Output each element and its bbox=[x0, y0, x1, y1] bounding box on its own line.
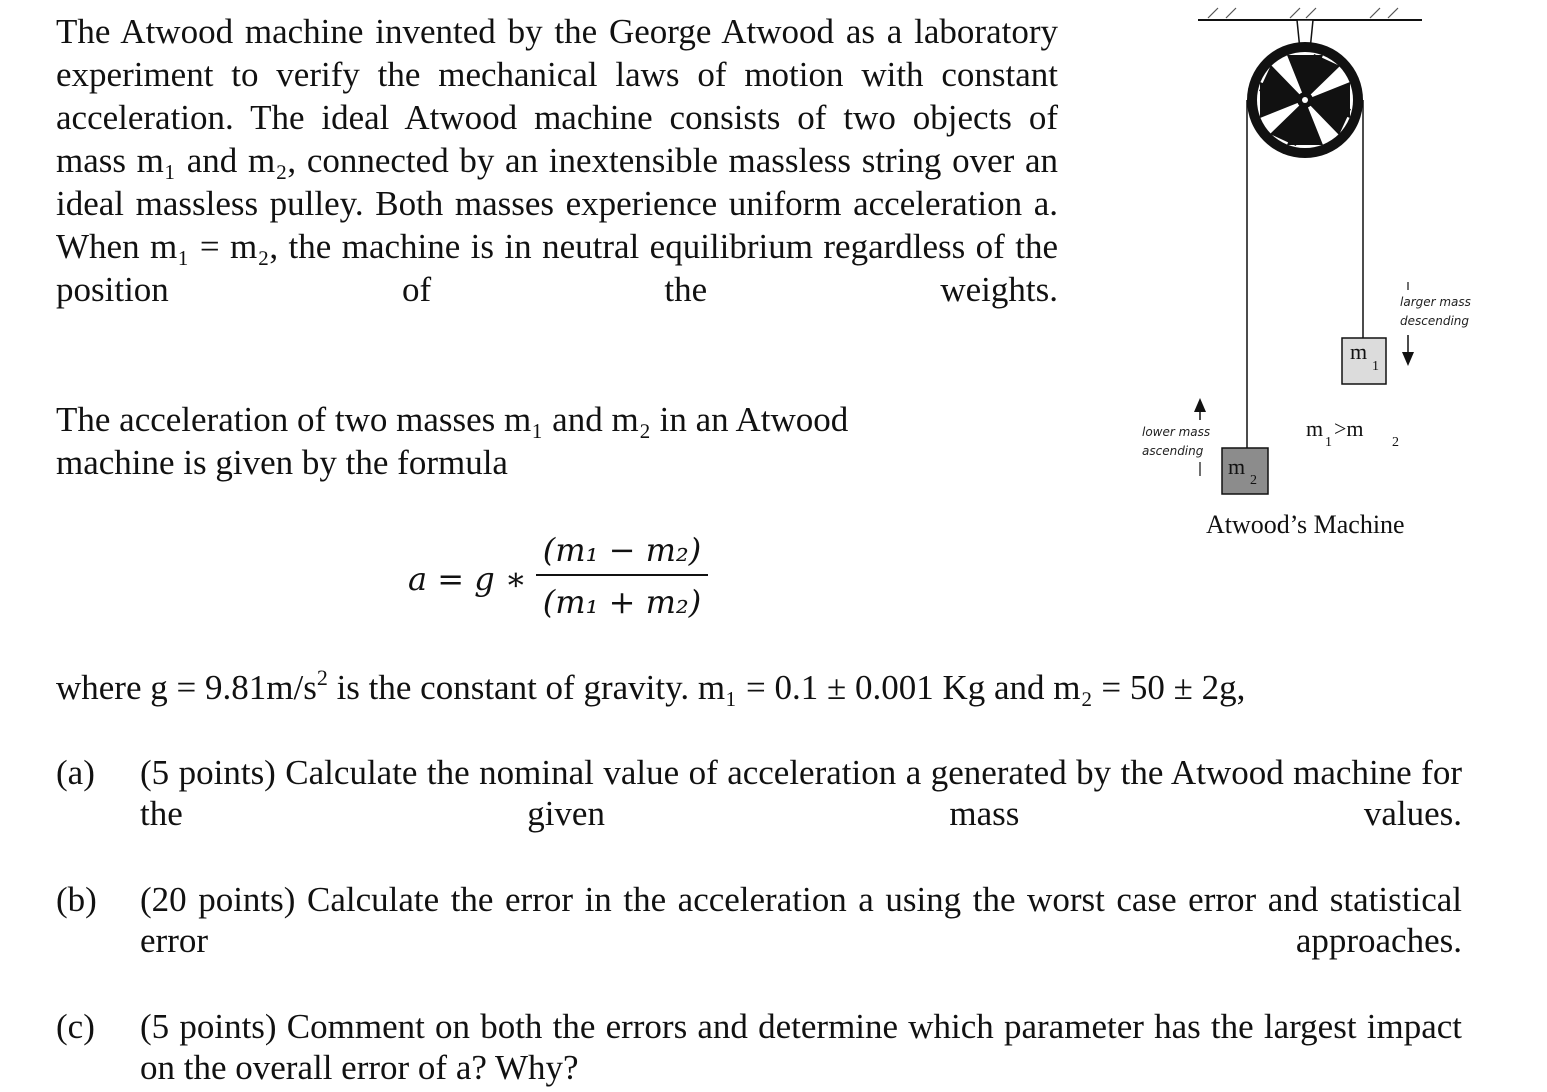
up-arrow-icon bbox=[1194, 398, 1206, 412]
pulley-wheel bbox=[1247, 42, 1363, 158]
inequality-sub1: 1 bbox=[1325, 435, 1332, 450]
down-arrow-icon bbox=[1402, 352, 1414, 366]
inequality-gt: >m bbox=[1334, 416, 1364, 441]
question-c bbox=[56, 1006, 1462, 1088]
question-text: (20 points) Calculate the error in the acceleration a using the worst case error and statistical error approaches. bbox=[140, 880, 1462, 960]
m1-label: m bbox=[1350, 339, 1368, 364]
question-text: (5 points) Comment on both the errors and determine which parameter has the largest impact on the overall error of a? Why? bbox=[140, 1007, 1462, 1087]
question-text: (5 points) Calculate the nominal value of acceleration a generated by the Atwood machine for the given mass values. bbox=[140, 753, 1462, 833]
question-label: (c) bbox=[56, 1007, 95, 1046]
inequality-sub2: 2 bbox=[1392, 435, 1399, 450]
m2-subscript: 2 bbox=[1250, 473, 1257, 488]
intro-paragraph: The Atwood machine invented by the George Atwood as a laboratory experiment to verify the mechanical laws of motion with constant acceleration. The ideal Atwood machine consists of two objects of mass m₁ and m₂, connected by an inextensible massless string over an ideal massless pulley. Both masses experience uniform acceleration a. When m₁ = m₂, the machine is in neutral equilibrium regardless of the position of the weights. bbox=[56, 12, 1058, 309]
larger-mass-text: larger mass bbox=[1400, 295, 1471, 309]
atwood-machine-diagram bbox=[1130, 0, 1490, 510]
m1-subscript: 1 bbox=[1372, 359, 1379, 374]
lower-mass-text: lower mass bbox=[1142, 425, 1211, 439]
given-values-line bbox=[56, 666, 1245, 709]
question-label: (a) bbox=[56, 753, 95, 792]
m2-label: m bbox=[1228, 454, 1246, 479]
question-label: (b) bbox=[56, 880, 97, 919]
given-values-part2: is the constant of gravity. m₁ = 0.1 ± 0.001 Kg and m₂ = 50 ± 2g, bbox=[327, 668, 1246, 707]
formula-intro-paragraph: The acceleration of two masses m₁ and m₂ in an Atwood machine is given by the formula bbox=[56, 400, 849, 482]
diagram-caption: Atwood’s Machine bbox=[1206, 510, 1405, 539]
question-list bbox=[56, 752, 1462, 1092]
question-b bbox=[56, 879, 1462, 1002]
formula-numerator: (m₁ − m₂) bbox=[542, 531, 702, 569]
descending-text: descending bbox=[1400, 314, 1470, 328]
given-values-part1: where g = 9.81m/s bbox=[56, 668, 317, 707]
fraction-bar bbox=[536, 574, 708, 576]
question-a bbox=[56, 752, 1462, 875]
ascending-text: ascending bbox=[1142, 444, 1204, 458]
formula-fraction bbox=[536, 528, 708, 624]
formula-denominator: (m₁ + m₂) bbox=[542, 583, 702, 621]
ceiling-hatch bbox=[1208, 8, 1398, 18]
exponent: 2 bbox=[316, 665, 328, 690]
formula-lhs: a = g ∗ bbox=[408, 560, 527, 598]
inequality-m: m bbox=[1306, 416, 1324, 441]
